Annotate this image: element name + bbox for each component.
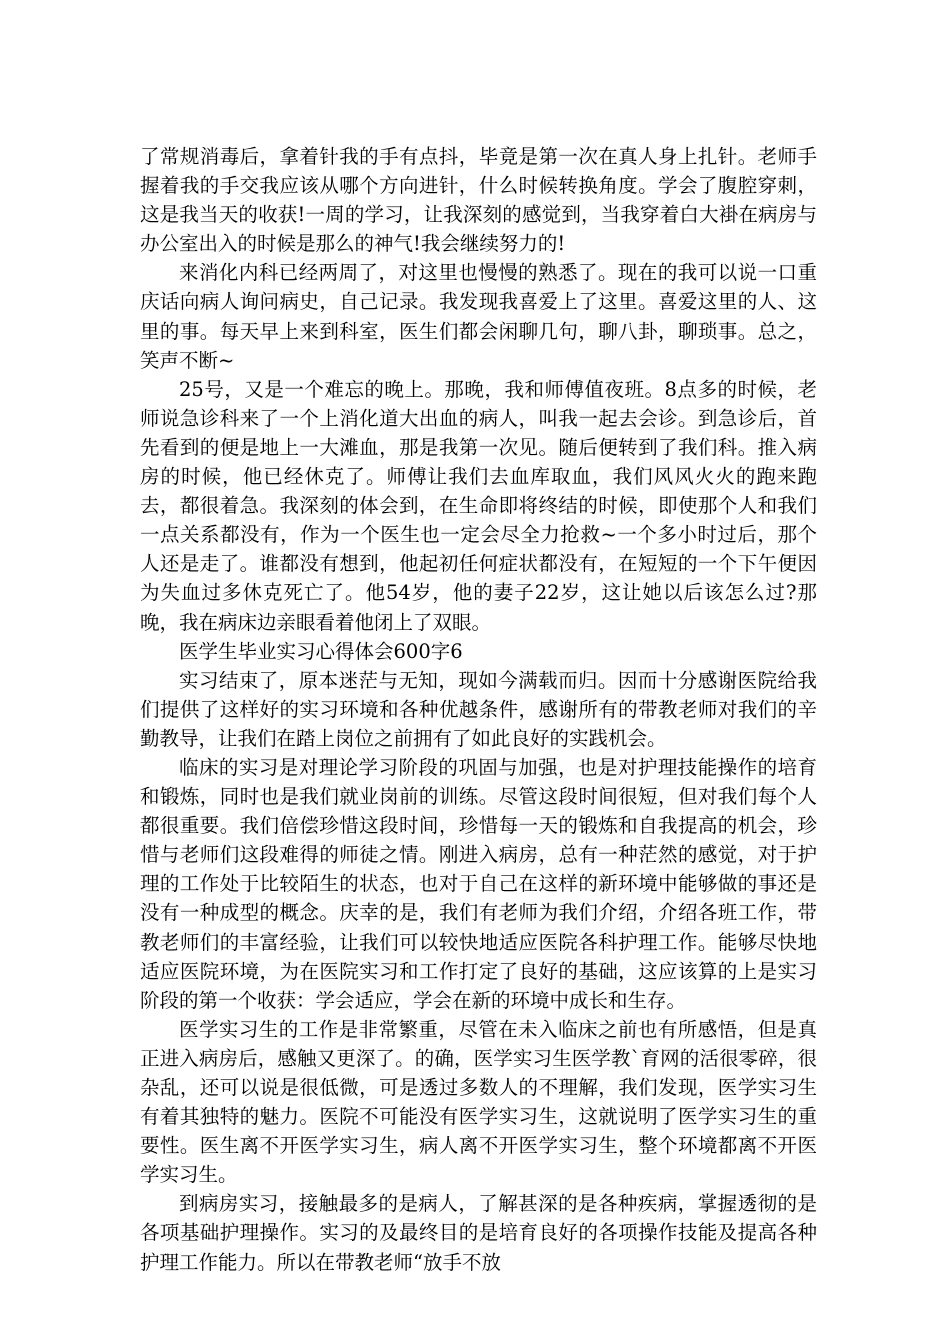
paragraph-3: 25号，又是一个难忘的晚上。那晚，我和师傅值夜班。8点多的时候，老师说急诊科来了一个上消化道大出血的病人，叫我一起去会诊。到急诊后，首先看到的便是地上一大滩血，那是我第一次见。随后便转到了我们科。推入病房的时候，他已经休克了。师傅让我们去血库取血，我们风风火火的跑来跑去，都很着急。我深刻的体会到，在生命即将终结的时候，即使那个人和我们一点关系都没有，作为一个医生也一定会尽全力抢救~一个多小时过后，那个人还是走了。谁都没有想到，他起初任何症状都没有，在短短的一个下午便因为失血过多休克死亡了。他54岁，他的妻子22岁，这让她以后该怎么过?那晚，我在病床边亲眼看着他闭上了双眼。: [140, 377, 817, 634]
paragraph-1: 了常规消毒后，拿着针我的手有点抖，毕竟是第一次在真人身上扎针。老师手握着我的手交我应该从哪个方向进针，什么时候转换角度。学会了腹腔穿刺，这是我当天的收获!一周的学习，让我深刻的感觉到，当我穿着白大褂在病房与办公室出入的时候是那么的神气!我会继续努力的!: [140, 145, 817, 256]
paragraph-4: 实习结束了，原本迷茫与无知，现如今满载而归。因而十分感谢医院给我们提供了这样好的实习环境和各种优越条件，感谢所有的带教老师对我们的辛勤教导，让我们在踏上岗位之前拥有了如此良好的实践机会。: [140, 668, 817, 750]
paragraph-6: 医学实习生的工作是非常繁重，尽管在未入临床之前也有所感悟，但是真正进入病房后，感触又更深了。的确，医学实习生医学教`育网的活很零碎，很杂乱，还可以说是很低微，可是透过多数人的不理解，我们发现，医学实习生有着其独特的魅力。医院不可能没有医学实习生，这就说明了医学实习生的重要性。医生离不开医学实习生，病人离不开医学实习生，整个环境都离不开医学实习生。: [140, 1017, 817, 1187]
section-heading: 医学生毕业实习心得体会600字6: [179, 639, 463, 663]
paragraph-2: 来消化内科已经两周了，对这里也慢慢的熟悉了。现在的我可以说一口重庆话向病人询问病史，自己记录。我发现我喜爱上了这里。喜爱这里的人、这里的事。每天早上来到科室，医生们都会闲聊几句，聊八卦，聊琐事。总之，笑声不断~: [140, 261, 817, 372]
paragraph-7: 到病房实习，接触最多的是病人，了解甚深的是各种疾病，掌握透彻的是各项基础护理操作。实习的及最终目的是培育良好的各项操作技能及提高各种护理工作能力。所以在带教老师“放手不放: [140, 1192, 817, 1274]
document-page: [140, 142, 817, 1277]
paragraph-5: 临床的实习是对理论学习阶段的巩固与加强，也是对护理技能操作的培育和锻炼，同时也是我们就业岗前的训练。尽管这段时间很短，但对我们每个人都很重要。我们倍偿珍惜这段时间，珍惜每一天的锻炼和自我提高的机会，珍惜与老师们这段难得的师徒之情。刚进入病房，总有一种茫然的感觉，对于护理的工作处于比较陌生的状态，也对于自己在这样的新环境中能够做的事还是没有一种成型的概念。庆幸的是，我们有老师为我们介绍，介绍各班工作，带教老师们的丰富经验，让我们可以较快地适应医院各科护理工作。能够尽快地适应医院环境，为在医院实习和工作打定了良好的基础，这应该算的上是实习阶段的第一个收获：学会适应，学会在新的环境中成长和生存。: [140, 755, 817, 1012]
